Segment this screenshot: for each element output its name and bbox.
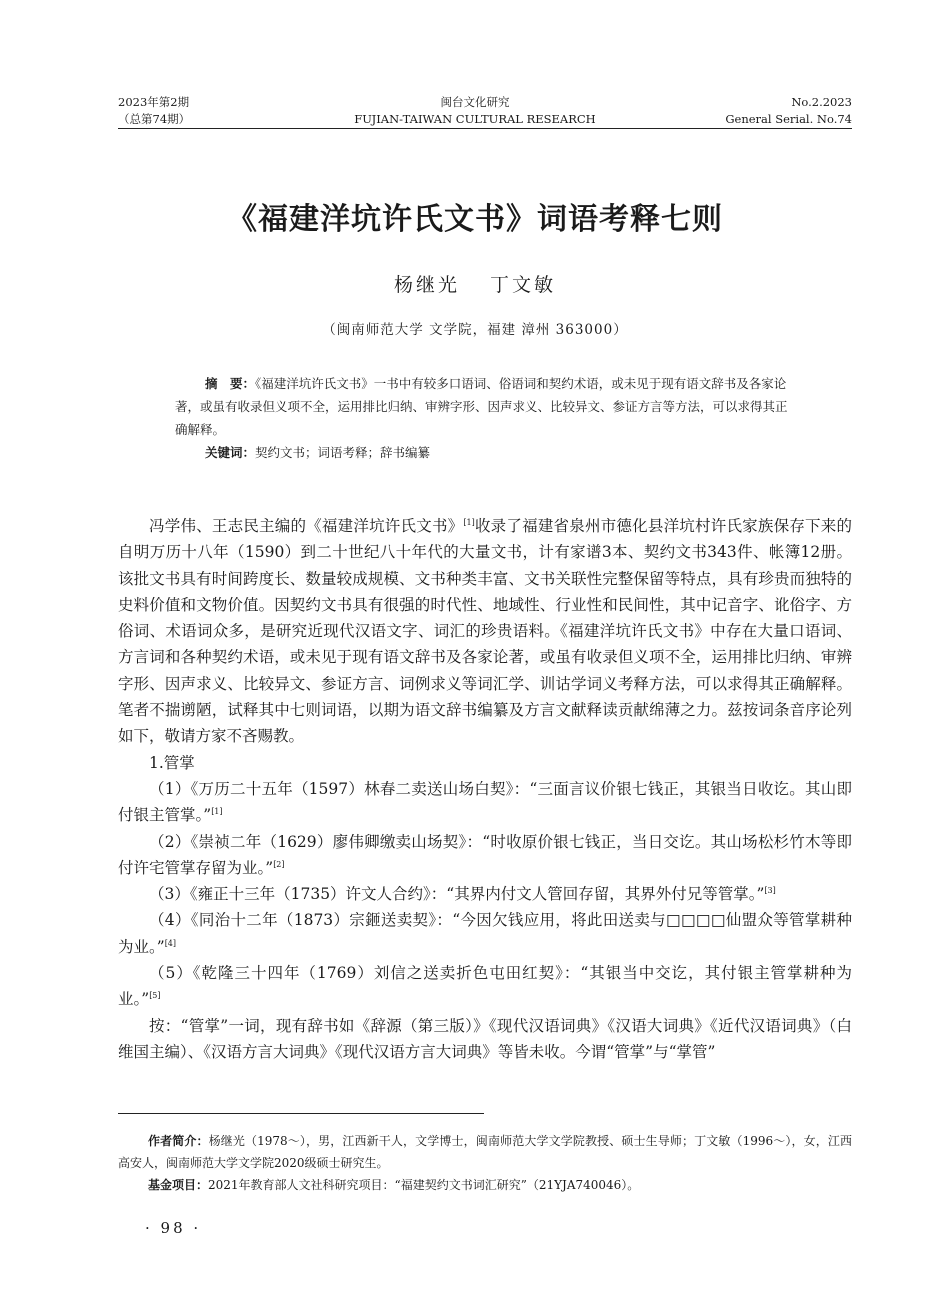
footnotes	[118, 1130, 852, 1196]
article-title: 《福建洋坑许氏文书》词语考释七则	[227, 202, 723, 237]
example-item	[118, 907, 852, 960]
citation-ref: [1]	[463, 517, 475, 527]
example-text: （1）《万历二十五年（1597）林春二卖送山场白契》：“三面言议价银七钱正，其银当日收讫。其山即付银主管掌。”	[118, 779, 852, 825]
funding-note	[118, 1174, 852, 1196]
example-item	[118, 776, 852, 829]
abstract-paragraph	[175, 372, 795, 441]
keywords-label: 关键词：	[205, 445, 256, 460]
citation-ref: [1]	[211, 807, 223, 817]
serial-issue-label: （总第74期）	[118, 111, 191, 126]
affiliation: （闽南师范大学 文学院，福建 漳州 363000）	[322, 322, 628, 338]
citation-ref: [5]	[149, 991, 161, 1001]
example-item	[118, 960, 852, 1013]
section-heading: 1.管掌	[149, 753, 195, 772]
author-name: 丁文敏	[490, 274, 557, 296]
funding-text: 2021年教育部人文社科研究项目：“福建契约文书词汇研究”（21YJA740046）。	[208, 1178, 640, 1192]
issue-label: 2023年第2期	[118, 95, 190, 109]
issue-number-en: No.2.2023	[791, 95, 852, 109]
example-text: （5）《乾隆三十四年（1769）刘信之送卖折色屯田红契》：“其银当中交讫，其付银主管掌耕种为业。”	[118, 964, 852, 1009]
author-bio-text: 杨继光（1978～），男，江西新干人，文学博士，闽南师范大学文学院教授、硕士生导师；丁文敏（1996～），女，江西高安人，闽南师范大学文学院2020级硕士研究生。	[118, 1134, 852, 1170]
abstract-label: 摘 要：	[205, 376, 256, 391]
example-item	[118, 829, 852, 882]
funding-label: 基金项目：	[148, 1178, 209, 1192]
citation-ref: [4]	[164, 938, 177, 948]
author-bio-label: 作者简介：	[148, 1134, 209, 1148]
keywords-line	[205, 441, 795, 464]
running-header-right	[725, 94, 852, 127]
footnote-rule	[118, 1113, 484, 1114]
page-number: · 98 ·	[145, 1219, 202, 1237]
journal-name-en: FUJIAN-TAIWAN CULTURAL RESEARCH	[354, 111, 596, 126]
example-text: （4）《同治十二年（1873）宗鉔送卖契》：“今因欠钱应用，将此田送卖与□□□□仙盟众等管掌耕种为业。”	[118, 911, 852, 956]
journal-name-zh: 闽台文化研究	[440, 95, 510, 109]
author-name: 杨继光	[393, 274, 460, 296]
body-paragraph: 按：“管掌”一词，现有辞书如《辞源（第三版）》《现代汉语词典》《汉语大词典》《近代汉语词典》（白维国主编）、《汉语方言大词典》《现代汉语方言大词典》等皆未收。今谓“管掌”与“掌管”	[118, 1016, 852, 1061]
example-item	[118, 881, 852, 907]
serial-number-en: General Serial. No.74	[725, 111, 852, 126]
header-rule	[118, 128, 852, 129]
example-text: （3）《雍正十三年（1735）许文人合约》：“其界内付文人管回存留，其界外付兄等管掌。”	[149, 885, 765, 904]
article-body	[118, 513, 852, 1065]
abstract-text: 《福建洋坑许氏文书》一书中有较多口语词、俗语词和契约术语，或未见于现有语文辞书及各家论著，或虽有收录但义项不全，运用排比归纳、审辨字形、因声求义、比较异文、参证方言等方法，可以求得其正确解释。	[175, 376, 788, 437]
example-text: （2）《崇祯二年（1629）廖伟卿缴卖山场契》：“时收原价银七钱正，当日交讫。其山场松杉竹木等即付许宅管掌存留为业。”	[118, 832, 852, 877]
body-paragraph	[118, 513, 852, 750]
author-bio	[118, 1130, 852, 1174]
citation-ref: [3]	[764, 886, 776, 895]
body-text: 收录了福建省泉州市德化县洋坑村许氏家族保存下来的自明万历十八年（1590）到二十世纪八十年代的大量文书，计有家谱3本、契约文书343件、帐簿12册。该批文书具有时间跨度长、数量较成规模、文书种类丰富、文书关联性完整保留等特点，具有珍贵而独特的史料价值和文物价值。因契约文书具有很强的时代性、地域性、行业性和民间性，其中记音字、讹俗字、方俗词、术语词众多，是研究近现代汉语文字、词汇的珍贵语料。《福建洋坑许氏文书》中存在大量口语词、方言词和各种契约术语，或未见于现有语文辞书及各家论著，或虽有收录但义项不全，运用排比归纳、审辨字形、因声求义、比较异文、参证方言、词例求义等词汇学、训诂学词义考释方法，可以求得其正确解释。笔者不揣谫陋，试释其中七则词语，以期为语文辞书编纂及方言文献释读贡献绵薄之力。兹按词条音序论列如下，敬请方家不吝赐教。	[118, 517, 852, 746]
author-list	[0, 270, 950, 297]
abstract-block	[175, 372, 795, 464]
keywords-text: 契约文书；词语考释；辞书编纂	[255, 445, 431, 460]
body-text: 冯学伟、王志民主编的《福建洋坑许氏文书》	[149, 517, 464, 535]
citation-ref: [2]	[273, 859, 285, 869]
